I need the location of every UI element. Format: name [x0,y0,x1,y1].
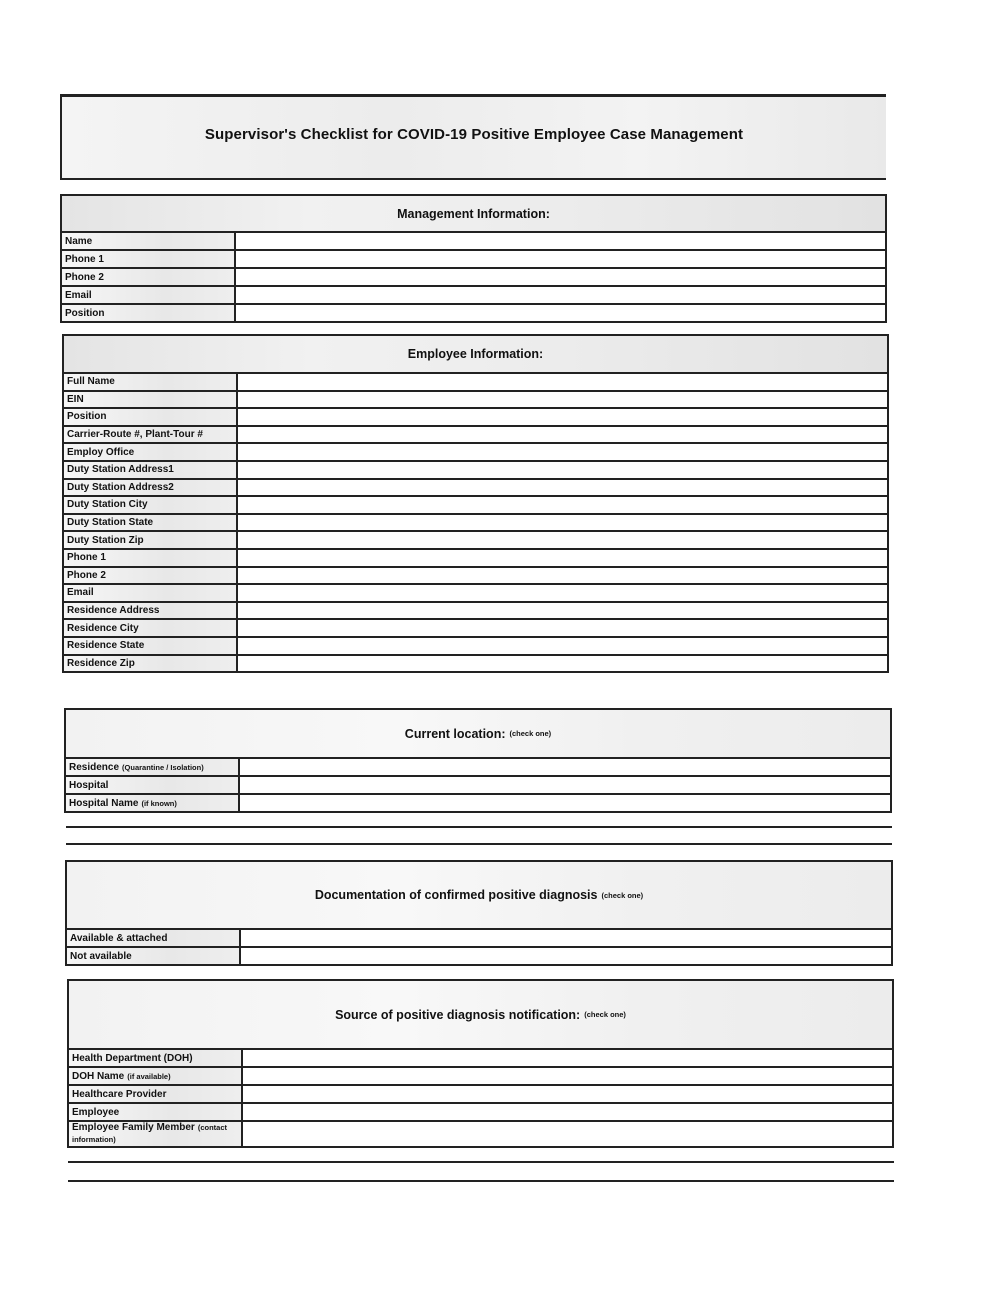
field-label: Position [62,305,236,321]
field-input[interactable] [238,532,887,548]
field-label: Hospital [66,777,240,793]
field-input[interactable] [238,585,887,601]
checkbox-cell[interactable] [243,1086,892,1102]
field-label: Employee Family Member (contact information) [69,1122,243,1146]
checkbox-cell[interactable] [241,948,891,964]
checkbox-cell[interactable] [240,759,890,775]
field-label: Phone 1 [64,550,238,566]
field-input[interactable] [238,656,887,672]
location-row[interactable] [64,795,892,813]
field-label: Full Name [64,374,238,390]
source-row[interactable] [67,1068,894,1086]
field-label: Employee [69,1104,243,1120]
field-label: Employ Office [64,444,238,460]
employee-row[interactable] [62,603,889,621]
checkbox-cell[interactable] [240,795,890,811]
field-input[interactable] [238,392,887,408]
employee-section [62,334,889,673]
field-label: Duty Station Address2 [64,480,238,496]
checkbox-cell[interactable] [243,1050,892,1066]
document-title-box [60,94,886,180]
management-section [60,194,887,323]
employee-row[interactable] [62,550,889,568]
employee-row[interactable] [62,532,889,550]
field-label: Available & attached [67,930,241,946]
field-input[interactable] [238,480,887,496]
checkbox-cell[interactable] [241,930,891,946]
employee-row[interactable] [62,638,889,656]
management-row[interactable] [60,287,887,305]
employee-row[interactable] [62,656,889,674]
field-input[interactable] [236,305,885,321]
field-input[interactable] [238,497,887,513]
employee-row[interactable] [62,585,889,603]
documentation-section [65,860,893,966]
field-label: Health Department (DOH) [69,1050,243,1066]
source-section [67,979,894,1148]
field-input[interactable] [238,444,887,460]
checkbox-cell[interactable] [243,1122,892,1146]
employee-row[interactable] [62,409,889,427]
employee-row[interactable] [62,462,889,480]
checkbox-cell[interactable] [243,1068,892,1084]
field-label: Phone 1 [62,251,236,267]
employee-row[interactable] [62,568,889,586]
field-input[interactable] [238,603,887,619]
field-label: Carrier-Route #, Plant-Tour # [64,427,238,443]
field-input[interactable] [238,427,887,443]
field-label: Name [62,233,236,249]
blank-line [68,1180,894,1182]
management-row[interactable] [60,251,887,269]
field-label: Duty Station Zip [64,532,238,548]
employee-row[interactable] [62,480,889,498]
field-label: Duty Station State [64,515,238,531]
employee-row[interactable] [62,620,889,638]
document-title: Supervisor's Checklist for COVID-19 Positive Employee Case Management [204,126,744,143]
documentation-row[interactable] [65,948,893,966]
field-label: Email [64,585,238,601]
field-label: Duty Station City [64,497,238,513]
field-label: Position [64,409,238,425]
field-label: DOH Name (if available) [69,1068,243,1084]
employee-row[interactable] [62,515,889,533]
field-input[interactable] [236,287,885,303]
management-row[interactable] [60,233,887,251]
field-label: EIN [64,392,238,408]
checkbox-cell[interactable] [240,777,890,793]
employee-row[interactable] [62,497,889,515]
employee-row[interactable] [62,427,889,445]
source-heading: Source of positive diagnosis notification: (check one) [67,981,894,1050]
field-input[interactable] [238,638,887,654]
employee-row[interactable] [62,374,889,392]
management-heading: Management Information: [60,196,887,233]
field-label: Phone 2 [62,269,236,285]
field-label: Residence Zip [64,656,238,672]
field-label: Residence State [64,638,238,654]
field-label: Residence (Quarantine / Isolation) [66,759,240,775]
blank-line [66,826,892,828]
field-input[interactable] [238,462,887,478]
field-label: Residence Address [64,603,238,619]
field-label: Email [62,287,236,303]
management-row[interactable] [60,305,887,323]
field-input[interactable] [238,620,887,636]
source-row[interactable] [67,1050,894,1068]
field-input[interactable] [236,269,885,285]
field-input[interactable] [238,568,887,584]
blank-line [66,843,892,845]
field-input[interactable] [238,409,887,425]
source-row[interactable] [67,1122,894,1148]
field-label: Hospital Name (if known) [66,795,240,811]
location-row[interactable] [64,777,892,795]
field-label: Residence City [64,620,238,636]
source-row[interactable] [67,1104,894,1122]
employee-row[interactable] [62,444,889,462]
field-label: Duty Station Address1 [64,462,238,478]
documentation-row[interactable] [65,930,893,948]
field-input[interactable] [238,550,887,566]
location-heading: Current location: (check one) [64,710,892,759]
location-row[interactable] [64,759,892,777]
employee-heading: Employee Information: [62,336,889,374]
employee-row[interactable] [62,392,889,410]
documentation-heading: Documentation of confirmed positive diagnosis (check one) [65,862,893,930]
field-input[interactable] [238,515,887,531]
blank-line [68,1161,894,1163]
field-label: Phone 2 [64,568,238,584]
field-input[interactable] [238,374,887,390]
checkbox-cell[interactable] [243,1104,892,1120]
source-row[interactable] [67,1086,894,1104]
management-row[interactable] [60,269,887,287]
location-section [64,708,892,813]
field-input[interactable] [236,251,885,267]
field-input[interactable] [236,233,885,249]
field-label: Not available [67,948,241,964]
field-label: Healthcare Provider [69,1086,243,1102]
